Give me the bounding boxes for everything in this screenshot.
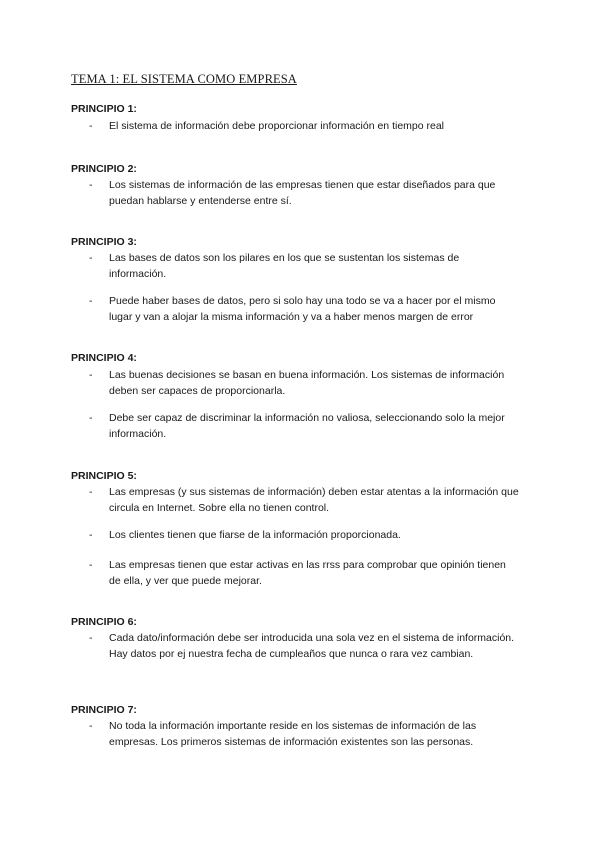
list-item [89,718,519,750]
bullet-dash: - [89,412,93,424]
document-title: TEMA 1: EL SISTEMA COMO EMPRESA [71,72,297,86]
list-item-text: Las empresas (y sus sistemas de información) deben estar atentas a la información que circula en Internet. Sobre ella no tienen control. [109,486,519,514]
bullet-dash: - [89,252,93,264]
list-item [89,527,519,543]
list-item [89,410,519,442]
principle-7-heading: PRINCIPIO 7: [71,704,137,716]
bullet-dash: - [89,369,93,381]
list-item [89,118,519,134]
list-item-text: Las buenas decisiones se basan en buena información. Los sistemas de información deben ser capaces de proporcionarla. [109,369,505,397]
bullet-dash: - [89,529,93,541]
principle-4-heading: PRINCIPIO 4: [71,352,137,364]
list-item-text: Puede haber bases de datos, pero si solo hay una todo se va a hacer por el mismo lugar y van a alojar la misma información y va a haber menos margen de error [109,295,496,323]
bullet-dash: - [89,559,93,571]
list-item-text: Las empresas tienen que estar activas en las rrss para comprobar que opinión tienen de ella, y ver que puede mejorar. [109,559,506,587]
list-item-text: No toda la información importante reside en los sistemas de información de las empresas. Los primeros sistemas de información existentes son las personas. [109,720,477,748]
principle-6-heading: PRINCIPIO 6: [71,616,137,628]
list-item [89,293,519,325]
bullet-dash: - [89,295,93,307]
list-item-text: Los sistemas de información de las empresas tienen que estar diseñados para que puedan hablarse y entenderse entre sí. [109,179,496,207]
list-item [89,250,519,282]
bullet-dash: - [89,179,93,191]
principle-1-heading: PRINCIPIO 1: [71,103,137,115]
list-item [89,367,519,399]
list-item [89,484,519,516]
bullet-dash: - [89,632,93,644]
bullet-dash: - [89,120,93,132]
bullet-dash: - [89,720,93,732]
list-item-text: Debe ser capaz de discriminar la información no valiosa, seleccionando solo la mejor información. [109,412,505,440]
principle-5-heading: PRINCIPIO 5: [71,470,137,482]
list-item [89,630,519,662]
list-item [89,177,519,209]
list-item-text: El sistema de información debe proporcionar información en tiempo real [109,120,445,132]
bullet-dash: - [89,486,93,498]
principle-3-heading: PRINCIPIO 3: [71,236,137,248]
list-item-text: Las bases de datos son los pilares en los que se sustentan los sistemas de información. [109,252,460,280]
principle-2-heading: PRINCIPIO 2: [71,163,137,175]
list-item-text: Los clientes tienen que fiarse de la información proporcionada. [109,529,401,541]
list-item-text: Cada dato/información debe ser introducida una sola vez en el sistema de información. Hay datos por ej nuestra fecha de cumpleaños que nunca o rara vez cambian. [109,632,515,660]
list-item [89,557,519,589]
